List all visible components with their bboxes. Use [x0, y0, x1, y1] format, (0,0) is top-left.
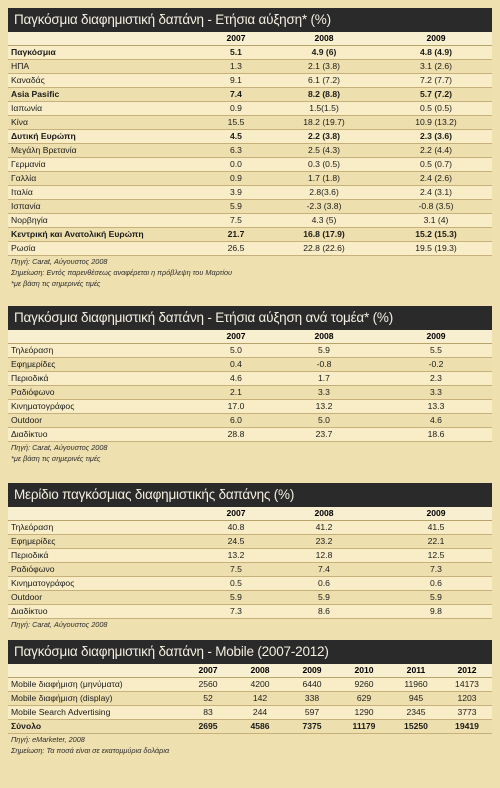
cell-value: 5.1 [204, 46, 268, 60]
cell-value: -0.8 (3.5) [380, 200, 492, 214]
table-row [8, 228, 492, 242]
cell-value: 3.3 [268, 386, 380, 400]
cell-value: 6440 [286, 678, 338, 692]
table-row [8, 144, 492, 158]
cell-value: 4.6 [204, 372, 268, 386]
row-label: Περιοδικά [8, 549, 204, 563]
source-note: *με βάση τις σημερινές τιμές [11, 454, 101, 463]
table-row [8, 549, 492, 563]
column-header-year: 2009 [380, 330, 492, 344]
data-table [8, 664, 492, 734]
table-row [8, 720, 492, 734]
cell-value: 7.2 (7.7) [380, 74, 492, 88]
column-header-label [8, 507, 204, 521]
row-label: Mobile διαφήμιση (μηνύματα) [8, 678, 182, 692]
cell-value: 4.9 (6) [268, 46, 380, 60]
cell-value: 11179 [338, 720, 390, 734]
source-note: Πηγή: Carat, Αύγουστος 2008 [11, 620, 108, 629]
cell-value: 1.5(1.5) [268, 102, 380, 116]
table-row [8, 200, 492, 214]
table-row [8, 74, 492, 88]
cell-value: 0.4 [204, 358, 268, 372]
table-row [8, 692, 492, 706]
column-header-year: 2008 [234, 664, 286, 678]
cell-value: 6.1 (7.2) [268, 74, 380, 88]
cell-value: 9.1 [204, 74, 268, 88]
cell-value: 7.5 [204, 563, 268, 577]
cell-value: 5.0 [204, 344, 268, 358]
table-row [8, 102, 492, 116]
table-row [8, 186, 492, 200]
cell-value: 4.6 [380, 414, 492, 428]
cell-value: 1.3 [204, 60, 268, 74]
cell-value: 12.8 [268, 549, 380, 563]
cell-value: 13.2 [204, 549, 268, 563]
column-header-year: 2009 [380, 507, 492, 521]
row-label: Outdoor [8, 414, 204, 428]
source-note: Σημείωση: Εντός παρενθέσεως αναφέρεται η πρόβλεψη του Μαρτίου [11, 268, 233, 277]
row-label: Καναδάς [8, 74, 204, 88]
column-header-year: 2007 [182, 664, 234, 678]
cell-value: 2.3 (3.6) [380, 130, 492, 144]
row-label: Δυτική Ευρώπη [8, 130, 204, 144]
table-notes [8, 256, 492, 289]
cell-value: 0.3 (0.5) [268, 158, 380, 172]
table-row [8, 46, 492, 60]
cell-value: 15250 [390, 720, 442, 734]
cell-value: 945 [390, 692, 442, 706]
column-header-label [8, 330, 204, 344]
section-title: Παγκόσμια διαφημιστική δαπάνη - Mobile (2007-2012) [8, 640, 492, 664]
cell-value: 2345 [390, 706, 442, 720]
row-label: Outdoor [8, 591, 204, 605]
cell-value: 1.7 [268, 372, 380, 386]
cell-value: 7375 [286, 720, 338, 734]
table-section-market-share [8, 483, 492, 630]
cell-value: 142 [234, 692, 286, 706]
column-header-year: 2008 [268, 330, 380, 344]
cell-value: 0.6 [380, 577, 492, 591]
cell-value: 3773 [442, 706, 492, 720]
table-row [8, 358, 492, 372]
section-title: Μερίδιο παγκόσμιας διαφημιστικής δαπάνης (%) [8, 483, 492, 507]
table-row [8, 428, 492, 442]
table-row [8, 116, 492, 130]
row-label: Asia Pasific [8, 88, 204, 102]
cell-value: 9260 [338, 678, 390, 692]
cell-value: 41.2 [268, 521, 380, 535]
cell-value: 5.9 [380, 591, 492, 605]
cell-value: 7.4 [268, 563, 380, 577]
source-note: *με βάση τις σημερινές τιμές [11, 279, 101, 288]
data-table [8, 507, 492, 619]
cell-value: 244 [234, 706, 286, 720]
cell-value: 17.0 [204, 400, 268, 414]
row-label: Ισπανία [8, 200, 204, 214]
cell-value: 3.9 [204, 186, 268, 200]
cell-value: 18.6 [380, 428, 492, 442]
row-label: Τηλεόραση [8, 344, 204, 358]
row-label: Διαδίκτυο [8, 605, 204, 619]
cell-value: 3.1 (4) [380, 214, 492, 228]
section-title: Παγκόσμια διαφημιστική δαπάνη - Ετήσια αύξηση ανά τομέα* (%) [8, 306, 492, 330]
row-label: Νορβηγία [8, 214, 204, 228]
table-row [8, 344, 492, 358]
cell-value: 22.8 (22.6) [268, 242, 380, 256]
table-section-growth-by-sector [8, 306, 492, 464]
row-label: ΗΠΑ [8, 60, 204, 74]
column-header-year: 2008 [268, 507, 380, 521]
row-label: Τηλεόραση [8, 521, 204, 535]
cell-value: 2560 [182, 678, 234, 692]
cell-value: 7.4 [204, 88, 268, 102]
column-header-year: 2012 [442, 664, 492, 678]
cell-value: 83 [182, 706, 234, 720]
cell-value: 1290 [338, 706, 390, 720]
row-label: Mobile Search Advertising [8, 706, 182, 720]
table-section-mobile [8, 640, 492, 756]
cell-value: 3.1 (2.6) [380, 60, 492, 74]
cell-value: 4586 [234, 720, 286, 734]
row-label: Κίνα [8, 116, 204, 130]
cell-value: 41.5 [380, 521, 492, 535]
cell-value: 5.9 [268, 591, 380, 605]
table-row [8, 591, 492, 605]
table-row [8, 400, 492, 414]
table-row [8, 605, 492, 619]
cell-value: 21.7 [204, 228, 268, 242]
table-row [8, 88, 492, 102]
column-header-label [8, 664, 182, 678]
cell-value: 23.7 [268, 428, 380, 442]
table-row [8, 563, 492, 577]
cell-value: 13.3 [380, 400, 492, 414]
row-label: Μεγάλη Βρετανία [8, 144, 204, 158]
source-note: Πηγή: Carat, Αύγουστος 2008 [11, 443, 108, 452]
cell-value: 15.5 [204, 116, 268, 130]
cell-value: 7.3 [380, 563, 492, 577]
row-label: Περιοδικά [8, 372, 204, 386]
cell-value: 15.2 (15.3) [380, 228, 492, 242]
section-title: Παγκόσμια διαφημιστική δαπάνη - Ετήσια αύξηση* (%) [8, 8, 492, 32]
row-label: Κεντρική και Ανατολική Ευρώπη [8, 228, 204, 242]
cell-value: 2.2 (3.8) [268, 130, 380, 144]
source-note: Σημείωση: Τα ποσά είναι σε εκατομμύρια δολάρια [11, 746, 170, 755]
column-header-year: 2008 [268, 32, 380, 46]
cell-value: 5.5 [380, 344, 492, 358]
cell-value: 0.0 [204, 158, 268, 172]
table-row [8, 242, 492, 256]
row-label: Εφημερίδες [8, 535, 204, 549]
data-table [8, 330, 492, 442]
row-label: Σύνολο [8, 720, 182, 734]
cell-value: 1.7 (1.8) [268, 172, 380, 186]
table-notes [8, 734, 492, 756]
row-label: Γαλλία [8, 172, 204, 186]
column-header-year: 2009 [380, 32, 492, 46]
row-label: Διαδίκτυο [8, 428, 204, 442]
table-row [8, 172, 492, 186]
table-row [8, 678, 492, 692]
column-header-year: 2007 [204, 330, 268, 344]
cell-value: 52 [182, 692, 234, 706]
cell-value: 6.0 [204, 414, 268, 428]
table-row [8, 706, 492, 720]
cell-value: 0.9 [204, 172, 268, 186]
table-row [8, 386, 492, 400]
cell-value: 0.5 [204, 577, 268, 591]
cell-value: -0.2 [380, 358, 492, 372]
table-row [8, 158, 492, 172]
row-label: Ιαπωνία [8, 102, 204, 116]
cell-value: 2.5 (4.3) [268, 144, 380, 158]
column-header-label [8, 32, 204, 46]
table-row [8, 414, 492, 428]
cell-value: 9.8 [380, 605, 492, 619]
table-row [8, 521, 492, 535]
cell-value: 5.9 [204, 591, 268, 605]
cell-value: 2.8(3.6) [268, 186, 380, 200]
source-note: Πηγή: Carat, Αύγουστος 2008 [11, 257, 108, 266]
cell-value: 26.5 [204, 242, 268, 256]
cell-value: -0.8 [268, 358, 380, 372]
cell-value: 8.2 (8.8) [268, 88, 380, 102]
column-header-year: 2009 [286, 664, 338, 678]
cell-value: 338 [286, 692, 338, 706]
cell-value: 1203 [442, 692, 492, 706]
cell-value: 4200 [234, 678, 286, 692]
row-label: Παγκόσμια [8, 46, 204, 60]
cell-value: 2.4 (3.1) [380, 186, 492, 200]
table-row [8, 577, 492, 591]
cell-value: 13.2 [268, 400, 380, 414]
cell-value: 2.3 [380, 372, 492, 386]
row-label: Κινηματογράφος [8, 400, 204, 414]
cell-value: 7.3 [204, 605, 268, 619]
cell-value: 4.3 (5) [268, 214, 380, 228]
cell-value: 2.1 (3.8) [268, 60, 380, 74]
cell-value: 6.3 [204, 144, 268, 158]
row-label: Ραδιόφωνο [8, 386, 204, 400]
column-header-year: 2007 [204, 507, 268, 521]
cell-value: 11960 [390, 678, 442, 692]
cell-value: 5.9 [204, 200, 268, 214]
row-label: Ραδιόφωνο [8, 563, 204, 577]
cell-value: 7.5 [204, 214, 268, 228]
cell-value: 2695 [182, 720, 234, 734]
cell-value: 40.8 [204, 521, 268, 535]
table-notes [8, 442, 492, 464]
cell-value: 4.5 [204, 130, 268, 144]
row-label: Ιταλία [8, 186, 204, 200]
cell-value: 629 [338, 692, 390, 706]
table-notes [8, 619, 492, 630]
table-row [8, 60, 492, 74]
row-label: Ρωσία [8, 242, 204, 256]
cell-value: 5.9 [268, 344, 380, 358]
cell-value: 5.0 [268, 414, 380, 428]
row-label: Εφημερίδες [8, 358, 204, 372]
column-header-year: 2007 [204, 32, 268, 46]
cell-value: 0.5 (0.7) [380, 158, 492, 172]
cell-value: 597 [286, 706, 338, 720]
cell-value: 10.9 (13.2) [380, 116, 492, 130]
cell-value: 23.2 [268, 535, 380, 549]
cell-value: -2.3 (3.8) [268, 200, 380, 214]
column-header-year: 2011 [390, 664, 442, 678]
data-table [8, 32, 492, 256]
cell-value: 19.5 (19.3) [380, 242, 492, 256]
source-note: Πηγή: eMarketer, 2008 [11, 735, 85, 744]
cell-value: 16.8 (17.9) [268, 228, 380, 242]
cell-value: 22.1 [380, 535, 492, 549]
cell-value: 14173 [442, 678, 492, 692]
cell-value: 19419 [442, 720, 492, 734]
table-section-growth-by-region [8, 8, 492, 289]
table-row [8, 372, 492, 386]
cell-value: 18.2 (19.7) [268, 116, 380, 130]
cell-value: 3.3 [380, 386, 492, 400]
cell-value: 0.6 [268, 577, 380, 591]
cell-value: 0.9 [204, 102, 268, 116]
table-row [8, 130, 492, 144]
column-header-year: 2010 [338, 664, 390, 678]
cell-value: 8.6 [268, 605, 380, 619]
cell-value: 5.7 (7.2) [380, 88, 492, 102]
cell-value: 0.5 (0.5) [380, 102, 492, 116]
row-label: Γερμανία [8, 158, 204, 172]
cell-value: 24.5 [204, 535, 268, 549]
row-label: Mobile διαφήμιση (display) [8, 692, 182, 706]
cell-value: 28.8 [204, 428, 268, 442]
cell-value: 2.2 (4.4) [380, 144, 492, 158]
cell-value: 12.5 [380, 549, 492, 563]
table-row [8, 214, 492, 228]
cell-value: 2.1 [204, 386, 268, 400]
cell-value: 2.4 (2.6) [380, 172, 492, 186]
row-label: Κινηματογράφος [8, 577, 204, 591]
cell-value: 4.8 (4.9) [380, 46, 492, 60]
table-row [8, 535, 492, 549]
